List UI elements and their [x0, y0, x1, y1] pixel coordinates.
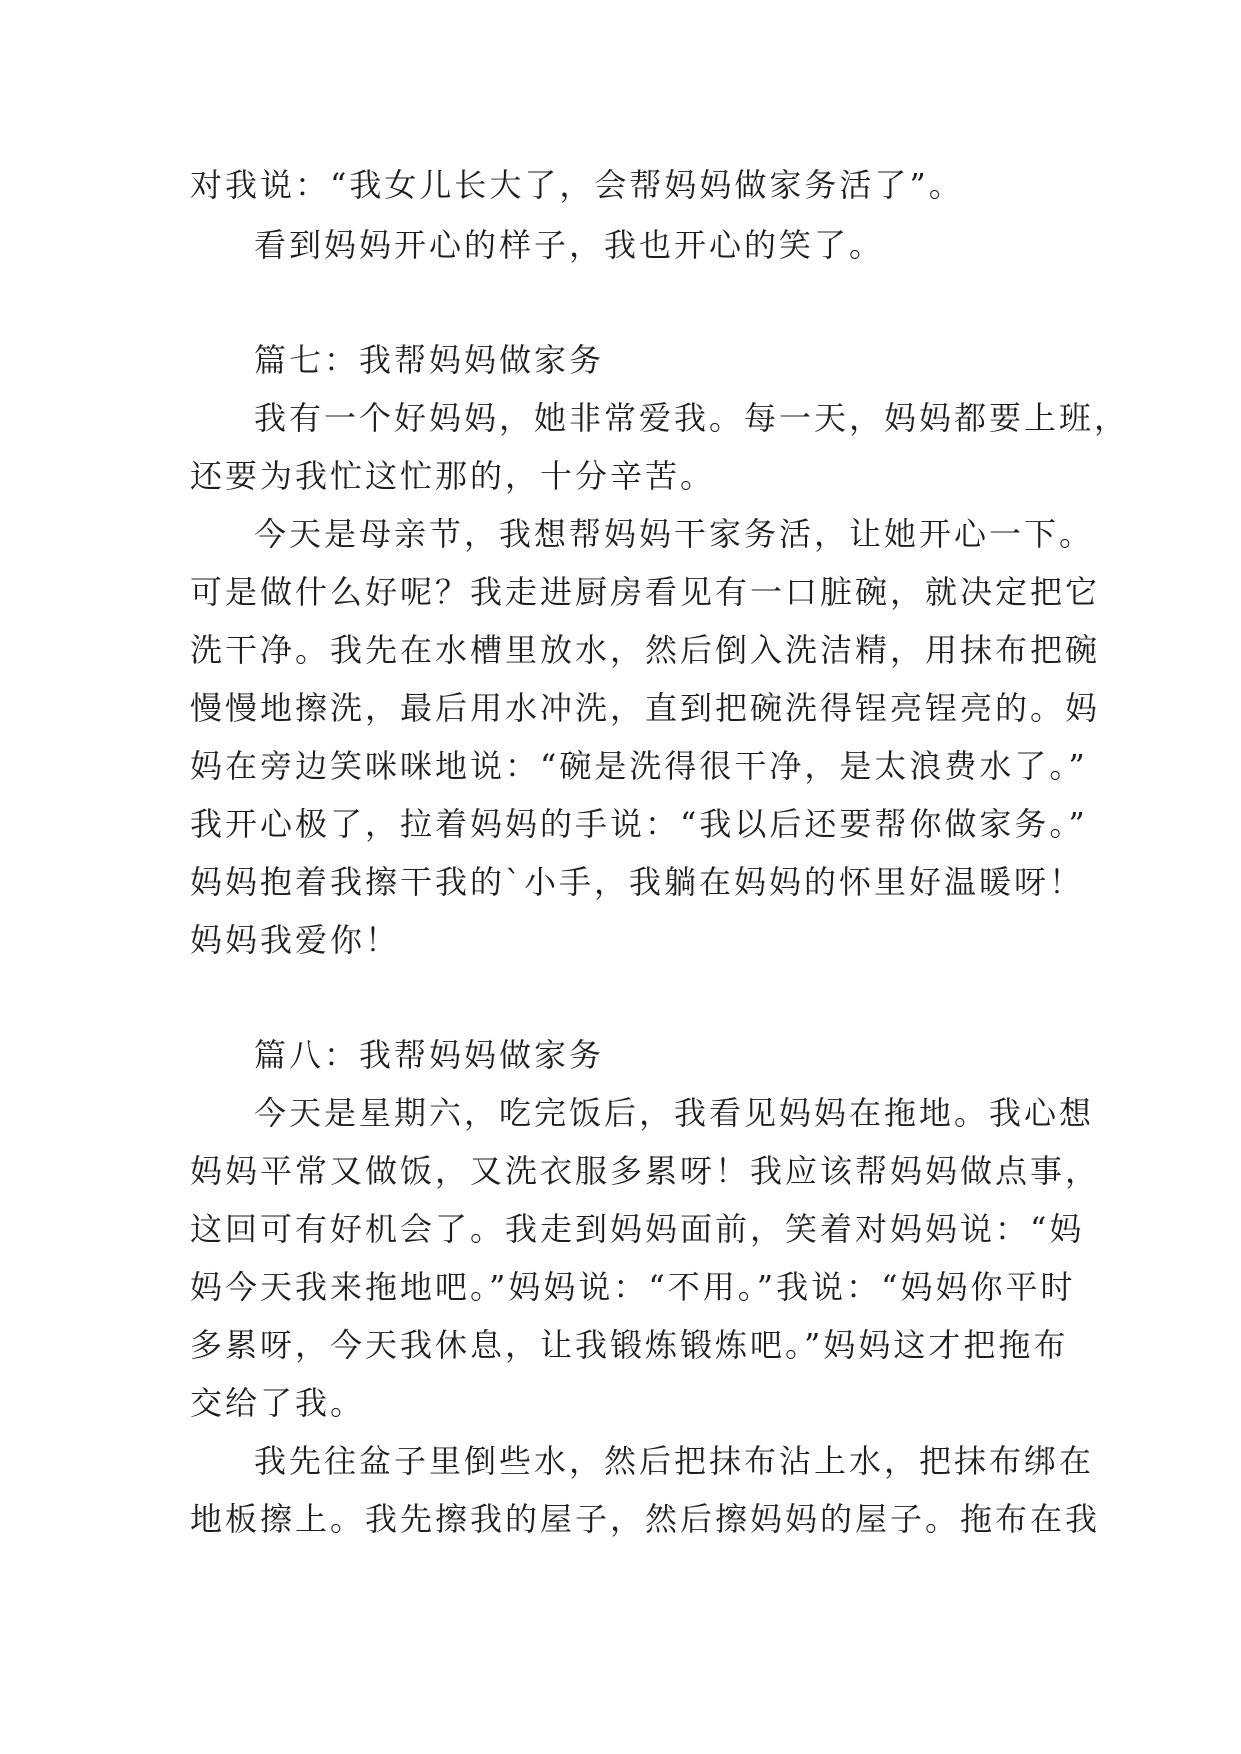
section-heading: 篇七：我帮妈妈做家务 — [254, 341, 605, 379]
text-line: 对我说：“我女儿长大了，会帮妈妈做家务活了”。 — [190, 166, 964, 204]
text-line: 还要为我忙这忙那的，十分辛苦。 — [190, 457, 716, 495]
text-line: 今天是星期六，吃完饭后，我看见妈妈在拖地。我心想 — [254, 1094, 1095, 1132]
text-line: 今天是母亲节，我想帮妈妈干家务活，让她开心一下。 — [254, 515, 1095, 553]
text-line: 交给了我。 — [190, 1384, 366, 1422]
text-line: 妈妈我爱你！ — [190, 921, 401, 959]
text-line: 慢慢地擦洗，最后用水冲洗，直到把碗洗得锃亮锃亮的。妈 — [190, 689, 1101, 727]
text-line: 妈妈抱着我擦干我的`小手，我躺在妈妈的怀里好温暖呀！ — [190, 863, 1085, 901]
text-line: 妈今天我来拖地吧。”妈妈说：“不用。”我说：“妈妈你平时 — [190, 1268, 1076, 1306]
text-line: 妈在旁边笑咪咪地说：“碗是洗得很干净，是太浪费水了。” — [190, 747, 1088, 785]
text-line: 这回可有好机会了。我走到妈妈面前，笑着对妈妈说：“妈 — [190, 1210, 1085, 1248]
text-line: 我开心极了，拉着妈妈的手说：“我以后还要帮你做家务。” — [190, 805, 1088, 843]
section-heading: 篇八：我帮妈妈做家务 — [254, 1036, 605, 1074]
text-line: 我先往盆子里倒些水，然后把抹布沾上水，把抹布绑在 — [254, 1442, 1095, 1480]
text-line: 洗干净。我先在水槽里放水，然后倒入洗洁精，用抹布把碗 — [190, 631, 1101, 669]
text-line: 看到妈妈开心的样子，我也开心的笑了。 — [254, 226, 885, 264]
text-line: 地板擦上。我先擦我的屋子，然后擦妈妈的屋子。拖布在我 — [190, 1500, 1101, 1538]
text-line: 多累呀，今天我休息，让我锻炼锻炼吧。”妈妈这才把拖布 — [190, 1326, 1069, 1364]
text-line: 可是做什么好呢？我走进厨房看见有一口脏碗，就决定把它 — [190, 573, 1101, 611]
text-line: 我有一个好妈妈，她非常爱我。每一天，妈妈都要上班， — [254, 399, 1130, 437]
text-line: 妈妈平常又做饭，又洗衣服多累呀！我应该帮妈妈做点事， — [190, 1152, 1101, 1190]
